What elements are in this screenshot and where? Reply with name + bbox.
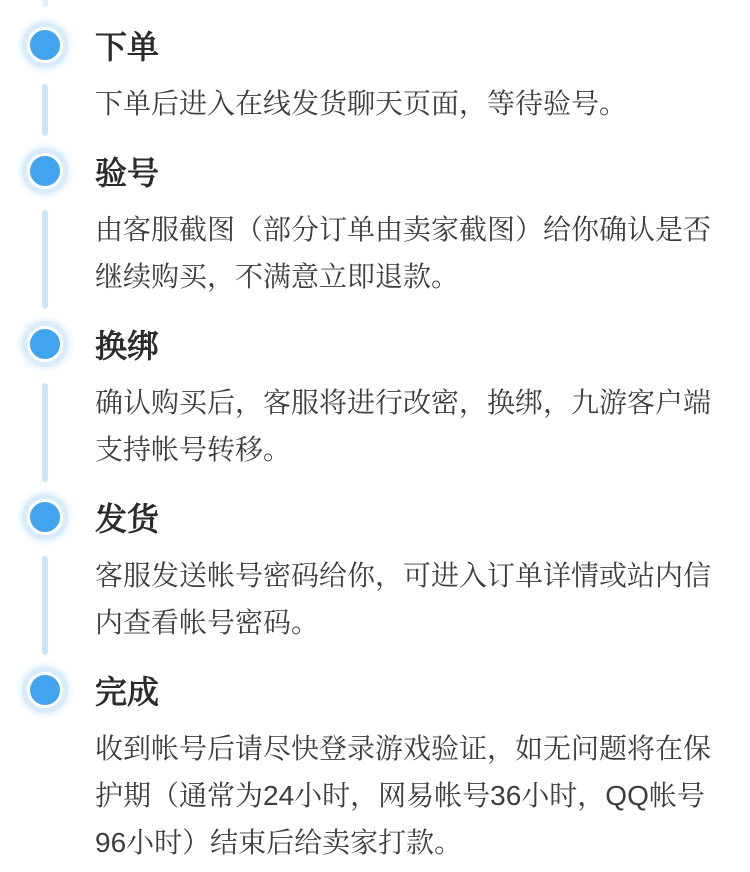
timeline-rail <box>22 151 68 300</box>
timeline-connector-line <box>42 210 48 309</box>
step-content <box>95 670 715 866</box>
step-title: 验号 <box>95 155 160 191</box>
step-description: 下单后进入在线发货聊天页面，等待验号。 <box>95 88 628 119</box>
step-content <box>95 497 715 646</box>
timeline-connector-line <box>42 84 48 136</box>
step-complete <box>22 670 715 866</box>
step-description: 确认购买后，客服将进行改密，换绑，九游客户端支持帐号转移。 <box>95 387 712 465</box>
timeline-rail <box>22 25 68 127</box>
step-bullet-icon <box>27 672 63 708</box>
step-bullet-icon <box>27 499 63 535</box>
timeline-rail <box>22 497 68 646</box>
timeline-connector-line <box>42 556 48 655</box>
step-description: 收到帐号后请尽快登录游戏验证，如无问题将在保护期（通常为24小时，网易帐号36小时，QQ帐号96小时）结束后给卖家打款。 <box>95 733 712 858</box>
step-content <box>95 151 715 300</box>
step-content <box>95 25 715 127</box>
step-title: 发货 <box>95 501 160 537</box>
step-title: 完成 <box>95 674 160 710</box>
step-place-order <box>22 25 715 127</box>
step-bullet-icon <box>27 153 63 189</box>
step-verify-account <box>22 151 715 300</box>
step-content <box>95 324 715 473</box>
cutoff-connector-tip <box>42 0 48 7</box>
step-title: 换绑 <box>95 328 160 364</box>
step-bullet-icon <box>27 27 63 63</box>
step-rebind <box>22 324 715 473</box>
step-description: 客服发送帐号密码给你，可进入订单详情或站内信内查看帐号密码。 <box>95 560 712 638</box>
step-description: 由客服截图（部分订单由卖家截图）给你确认是否继续购买，不满意立即退款。 <box>95 214 712 292</box>
timeline-rail <box>22 670 68 866</box>
step-deliver <box>22 497 715 646</box>
timeline-connector-line <box>42 383 48 482</box>
step-title: 下单 <box>95 29 160 65</box>
step-bullet-icon <box>27 326 63 362</box>
timeline-rail <box>22 324 68 473</box>
